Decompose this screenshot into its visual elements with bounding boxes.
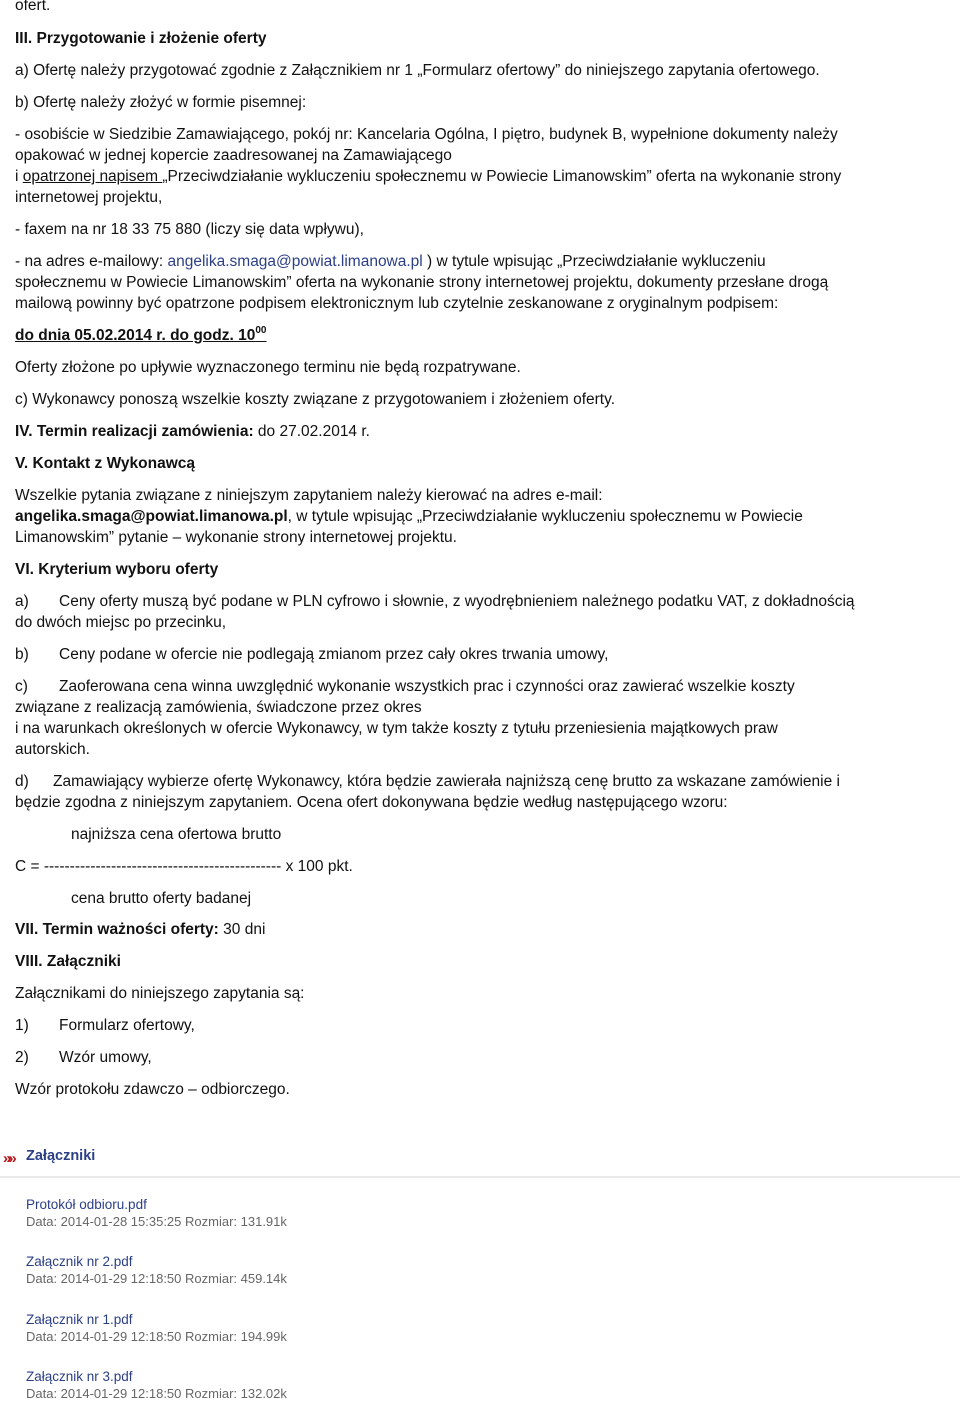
list-marker: c) [15, 678, 28, 695]
list-marker: a) [15, 593, 29, 610]
formula-line: C = ---------------------------------------------- x 100 pkt. [15, 858, 353, 875]
text-span: ) w tytule wpisując „Przeciwdziałanie wykluczeniu [422, 253, 766, 270]
list-item: Ceny podane w ofercie nie podlegają zmianom przez cały okres trwania umowy, [59, 646, 609, 663]
attachments-title: Załączniki [26, 1148, 96, 1164]
list-item: autorskich. [15, 741, 90, 758]
list-item: Wzór umowy, [59, 1049, 152, 1066]
section-value: do 27.02.2014 r. [253, 423, 370, 440]
list-item: związane z realizacją zamówienia, świadczone przez okres [15, 699, 422, 716]
deadline [15, 325, 266, 346]
section-title: III. Przygotowanie i złożenie oferty [15, 30, 267, 47]
attachment-item [26, 1196, 287, 1230]
paragraph: społecznemu w Powiecie Limanowskim” oferta na wykonanie strony internetowej projektu, dokumenty przesłane drogą [15, 274, 829, 291]
section-title-text: VII. Termin ważności oferty: [15, 921, 219, 938]
attachment-link[interactable]: Załącznik nr 1.pdf [26, 1312, 133, 1327]
text-span: „Przeciwdziałanie wykluczeniu społecznemu w Powiecie Limanowskim” oferta na wykonanie strony [162, 168, 842, 185]
paragraph: Oferty złożone po upływie wyznaczonego terminu nie będą rozpatrywane. [15, 359, 521, 376]
double-arrow-icon: »» [3, 1150, 14, 1167]
underlined-text: opatrzonej napisem [22, 168, 163, 185]
formula-numerator: najniższa cena ofertowa brutto [71, 826, 282, 843]
list-item: Wzór protokołu zdawczo – odbiorczego. [15, 1081, 290, 1098]
paragraph: internetowej projektu, [15, 189, 163, 206]
paragraph: a) Ofertę należy przygotować zgodnie z Załącznikiem nr 1 „Formularz ofertowy” do niniejszego zapytania ofertowego. [15, 62, 820, 79]
section-title [15, 919, 265, 940]
section-title: V. Kontakt z Wykonawcą [15, 455, 196, 472]
contact-email: angelika.smaga@powiat.limanowa.pl [15, 508, 288, 525]
paragraph: c) Wykonawcy ponoszą wszelkie koszty związane z przygotowaniem i złożeniem oferty. [15, 391, 615, 408]
attachment-meta: Data: 2014-01-28 15:35:25 Rozmiar: 131.91k [26, 1214, 287, 1229]
formula-denominator: cena brutto oferty badanej [71, 890, 252, 907]
paragraph [15, 166, 841, 187]
attachments-header [0, 1146, 960, 1178]
attachment-item [26, 1311, 287, 1345]
attachment-item [26, 1253, 287, 1287]
email-link[interactable]: angelika.smaga@powiat.limanowa.pl [167, 253, 423, 270]
list-item: Zaoferowana cena winna uwzględnić wykonanie wszystkich prac i czynności oraz zawierać wszelkie koszty [59, 678, 795, 695]
paragraph: Wszelkie pytania związane z niniejszym zapytaniem należy kierować na adres e-mail: [15, 487, 603, 504]
list-marker: 1) [15, 1017, 29, 1034]
section-title: VIII. Załączniki [15, 953, 121, 970]
list-marker: d) [15, 773, 29, 790]
paragraph: mailową powinny być opatrzone podpisem elektronicznym lub czytelnie zeskanowane z oryginalnym podpisem: [15, 295, 779, 312]
attachment-meta: Data: 2014-01-29 12:18:50 Rozmiar: 459.14k [26, 1271, 287, 1286]
paragraph: - faxem na nr 18 33 75 880 (liczy się data wpływu), [15, 221, 364, 238]
list-item: Formularz ofertowy, [59, 1017, 195, 1034]
attachment-meta: Data: 2014-01-29 12:18:50 Rozmiar: 194.99k [26, 1329, 287, 1344]
attachment-link[interactable]: Protokół odbioru.pdf [26, 1197, 147, 1212]
list-item: i na warunkach określonych w ofercie Wykonawcy, w tym także koszty z tytułu przeniesienia majątkowych praw [15, 720, 778, 737]
list-item: do dwóch miejsc po przecinku, [15, 614, 227, 631]
attachment-meta: Data: 2014-01-29 12:18:50 Rozmiar: 132.02k [26, 1386, 287, 1401]
deadline-superscript: 00 [255, 325, 267, 336]
text-span: - na adres e-mailowy: [15, 253, 168, 270]
paragraph [15, 506, 803, 527]
paragraph: Załącznikami do niniejszego zapytania są: [15, 985, 305, 1002]
list-marker: b) [15, 646, 29, 663]
list-item: Ceny oferty muszą być podane w PLN cyfrowo i słownie, z wyodrębnieniem należnego podatku VAT, z dokładnością [59, 593, 855, 610]
text-line: ofert. [15, 0, 51, 14]
section-title-text: IV. Termin realizacji zamówienia: [15, 423, 254, 440]
paragraph [15, 251, 766, 272]
paragraph: opakować w jednej kopercie zaadresowanej na Zamawiającego [15, 147, 452, 164]
deadline-text: do dnia 05.02.2014 r. do godz. 10 [15, 327, 256, 344]
list-item: Zamawiający wybierze ofertę Wykonawcy, która będzie zawierała najniższą cenę brutto za wskazane zamówienie i [53, 773, 840, 790]
text-span: i [15, 168, 23, 185]
text-span: , w tytule wpisując „Przeciwdziałanie wykluczeniu społecznemu w Powiecie [287, 508, 803, 525]
list-item: będzie zgodna z niniejszym zapytaniem. Ocena ofert dokonywana będzie według następującego wzoru: [15, 794, 728, 811]
paragraph: Limanowskim” pytanie – wykonanie strony internetowej projektu. [15, 529, 457, 546]
section-title [15, 421, 370, 442]
section-title: VI. Kryterium wyboru oferty [15, 561, 219, 578]
list-marker: 2) [15, 1049, 29, 1066]
paragraph: - osobiście w Siedzibie Zamawiającego, pokój nr: Kancelaria Ogólna, I piętro, budynek B, wypełnione dokumenty należy [15, 126, 838, 143]
paragraph: b) Ofertę należy złożyć w formie pisemnej: [15, 94, 307, 111]
attachment-link[interactable]: Załącznik nr 3.pdf [26, 1369, 133, 1384]
attachment-link[interactable]: Załącznik nr 2.pdf [26, 1254, 133, 1269]
section-value: 30 dni [218, 921, 266, 938]
attachment-item [26, 1368, 287, 1402]
